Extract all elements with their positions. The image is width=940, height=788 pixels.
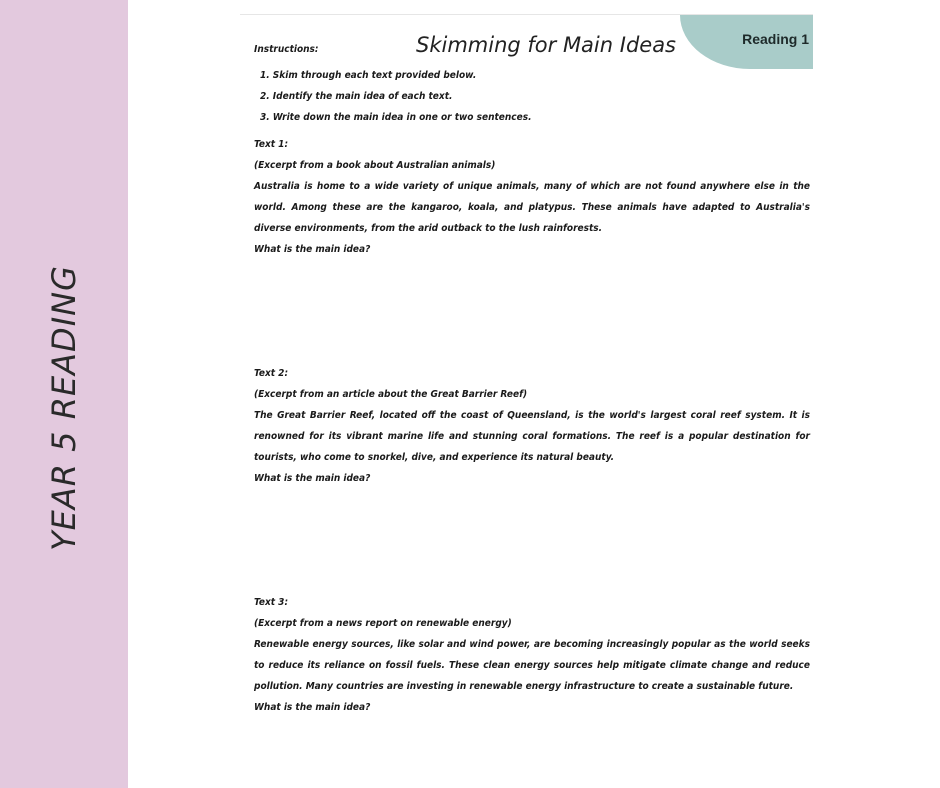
text-heading: Text 1: <box>254 139 289 150</box>
text-body: Renewable energy sources, like solar and wind power, are becoming increasingly popular as the world seeks to reduce its reliance on fossil fuels. These clean energy sources help mitigate climate change and reduce pollution. Many countries are investing in renewable energy infrastructure to create a sustainable future. <box>254 639 810 692</box>
text-body: Australia is home to a wide variety of unique animals, many of which are not found anywhere else in the world. Among these are the kangaroo, koala, and platypus. These animals have adapted to Australia's diverse environments, from the arid outback to the lush rainforests. <box>254 181 810 234</box>
main-idea-question: What is the main idea? <box>254 244 371 255</box>
text-section-3 <box>254 592 810 718</box>
text-section-1 <box>254 134 810 260</box>
text-source: (Excerpt from an article about the Great Barrier Reef) <box>254 389 528 400</box>
main-idea-question: What is the main idea? <box>254 473 371 484</box>
main-idea-question: What is the main idea? <box>254 702 371 713</box>
text-body: The Great Barrier Reef, located off the coast of Queensland, is the world's largest coral reef system. It is renowned for its vibrant marine life and stunning coral formations. The reef is a popular destination for tourists, who come to snorkel, dive, and experience its natural beauty. <box>254 410 810 463</box>
instruction-item: 2. Identify the main idea of each text. <box>260 91 453 102</box>
text-source: (Excerpt from a news report on renewable energy) <box>254 618 512 629</box>
instruction-item: 1. Skim through each text provided below. <box>260 70 477 81</box>
reading-tab <box>680 15 813 69</box>
text-heading: Text 2: <box>254 368 289 379</box>
sidebar-title: YEAR 5 READING <box>45 265 83 551</box>
instructions-heading: Instructions: <box>254 44 319 55</box>
instruction-item: 3. Write down the main idea in one or two sentences. <box>260 112 532 123</box>
text-section-2 <box>254 363 810 489</box>
worksheet-title: Skimming for Main Ideas <box>416 33 676 57</box>
text-source: (Excerpt from a book about Australian animals) <box>254 160 496 171</box>
sidebar <box>0 0 128 788</box>
text-heading: Text 3: <box>254 597 289 608</box>
worksheet-page <box>240 14 813 775</box>
reading-tab-label: Reading 1 <box>742 31 809 47</box>
